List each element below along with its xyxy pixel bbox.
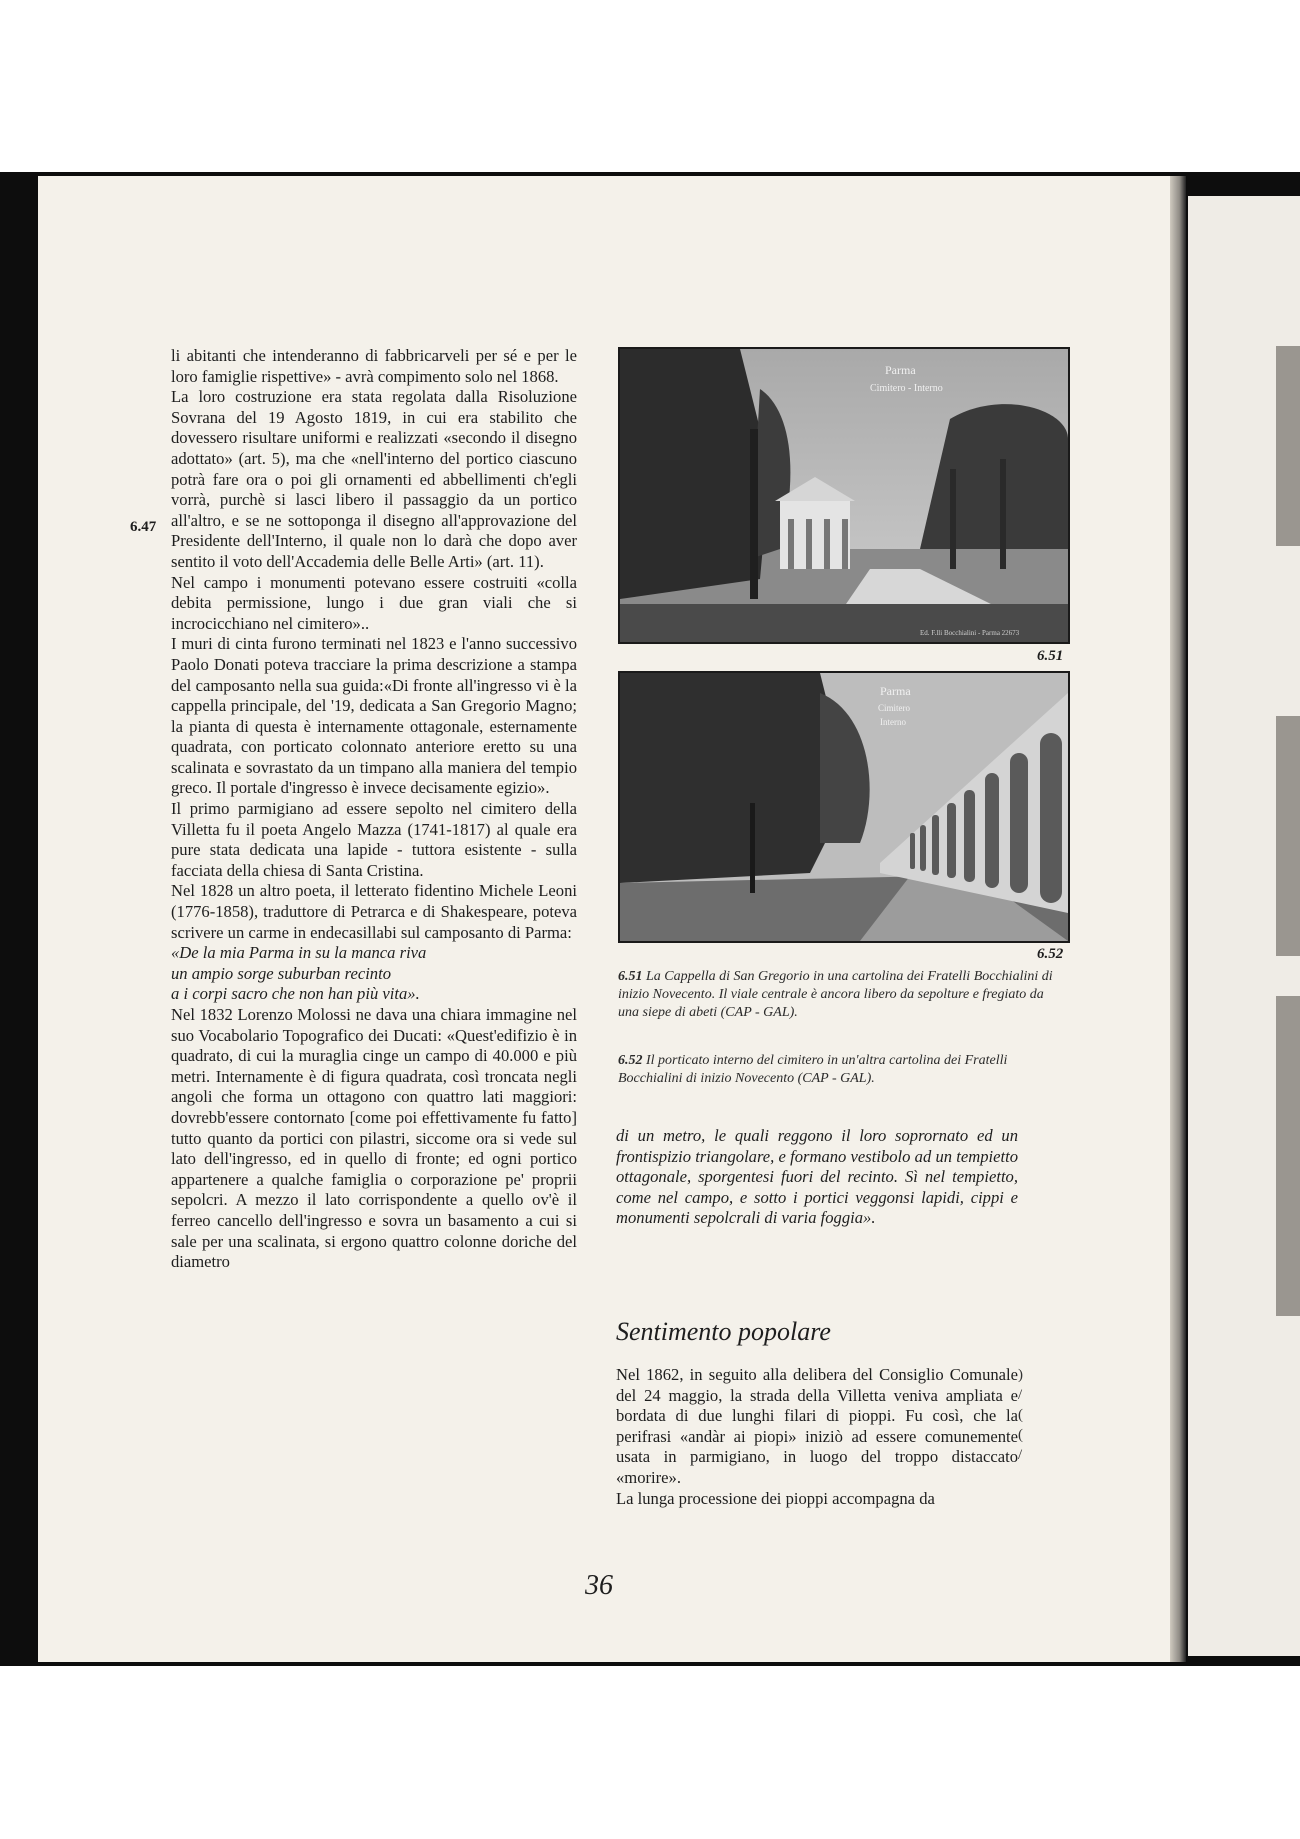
caption-6-52 bbox=[618, 1052, 1068, 1088]
caption-text: Il porticato interno del cimitero in un'altra cartolina dei Fratelli Bocchialini di inizio Novecento (CAP - GAL). bbox=[618, 1053, 1008, 1086]
body-paragraph: Il primo parmigiano ad essere sepolto nel cimitero della Villetta fu il poeta Angelo Mazza (1741-1817) al quale era pure stata dedicata una lapide - tuttora esistente - sulla facciata della chiesa di Santa Cristina. bbox=[171, 799, 577, 880]
page-number: 36 bbox=[585, 1570, 613, 1601]
section-heading: Sentimento popolare bbox=[616, 1317, 831, 1346]
body-paragraph: Nel 1832 Lorenzo Molossi ne dava una chiara immagine nel suo Vocabolario Topografico dei Ducati: «Quest'edifizio è in quadrato, di cui la muraglia cinge un campo di 40.000 e più metri. Internamente è di figura quadrata, così troncata negli angoli che forma un ottagono con quattro lati maggiori: dovrebb'essere contornato [come poi effettivamente fu fatto] tutto quanto da portici con pilastri, siccome ora si vede sul lato dell'ingresso, ed in quello di fronte; ed ogni portico appartenere a qualche famiglia o corporazione pe' proprii sepolcri. A mezzo il lato corrispondente a quello ov'è il ferreo cancello dell'ingresso e sovra un basamento a cui si sale per una scalinata, si ergono quattro colonne doriche del diametro bbox=[171, 1005, 577, 1272]
right-continuation-text bbox=[616, 1126, 1018, 1229]
verse-line: a i corpi sacro che non han più vita». bbox=[171, 984, 420, 1004]
photo-overlay-title: Parma bbox=[885, 363, 916, 377]
body-paragraph: I muri di cinta furono terminati nel 1823 e l'anno successivo Paolo Donati poteva tracciare la prima descrizione a stampa del camposanto nella sua guida:«Di fronte all'ingresso vi è la cappella principale, del '19, dedicata a San Gregorio Magno; la pianta di questa è internamente ottagonale, esternamente quadrata, con porticato colonnato anteriore eretto su una scalinata e sovrastato da un timpano alla maniera del tempio greco. Il portale d'ingresso è invece decisamente egizio». bbox=[171, 634, 577, 798]
body-paragraph: Nel campo i monumenti potevano essere costruiti «colla debita permissione, lungo i due gran viali che si incrocicchiano nel cimitero».. bbox=[171, 572, 577, 633]
body-paragraph: La loro costruzione era stata regolata dalla Risoluzione Sovrana del 19 Agosto 1819, in cui era stabilito che dovessero risultare uniformi e realizzati «secondo il disegno adottato» (art. 5), ma che «nell'interno del portico ciascuno potrà fare ora o poi gli ornamenti ed abbellimenti ch'egli vorrà, purchè si lasci libero il passaggio da un portico all'altro, e se ne sottoponga il disegno all'approvazione del Presidente dell'Interno, il quale non lo darà che dopo aver sentito il voto dell'Accademia delle Belle Arti» (art. 11). bbox=[171, 387, 577, 571]
caption-number: 6.52 bbox=[618, 1053, 643, 1068]
caption-number: 6.51 bbox=[618, 969, 643, 984]
adjacent-image-strip bbox=[1276, 996, 1300, 1316]
photo-publisher-footer: Ed. F.lli Bocchialini - Parma 22673 bbox=[920, 629, 1020, 637]
margin-reference: 6.47 bbox=[130, 519, 157, 535]
body-paragraph: li abitanti che intenderanno di fabbricarveli per sé e per le loro famiglie rispettive» - avrà compimento solo nel 1868. bbox=[171, 346, 577, 386]
adjacent-page bbox=[1188, 196, 1300, 1656]
photo-overlay-subtitle-2: Interno bbox=[880, 717, 906, 727]
postcard-photo-6-51 bbox=[618, 347, 1070, 644]
caption-text: La Cappella di San Gregorio in una cartolina dei Fratelli Bocchialini di inizio Novecento. Il viale centrale è ancora libero da sepolture e fregiato da una siepe di abeti (CAP - GAL). bbox=[618, 969, 1053, 1020]
figure-number-6-51: 6.51 bbox=[1037, 648, 1064, 664]
margin-bracket: ) / ( ( / bbox=[1018, 1367, 1023, 1463]
left-text-column bbox=[171, 346, 577, 1273]
verse-line: un ampio sorge suburban recinto bbox=[171, 963, 392, 983]
section-paragraph-2: La lunga processione dei pioppi accompagna da bbox=[616, 1488, 935, 1508]
postcard-photo-6-52 bbox=[618, 671, 1070, 943]
continuation-paragraph: di un metro, le quali reggono il loro soprornato ed un frontispizio triangolare, e formano vestibolo ad un tempietto ottagonale, sporgentesi fuori del recinto. Sì nel tempietto, come nel campo, e sotto i portici veggonsi lapidi, cippi e monumenti sepolcrali di varia foggia». bbox=[616, 1126, 1018, 1228]
verse-line: «De la mia Parma in su la manca riva bbox=[171, 943, 427, 963]
section-paragraph: Nel 1862, in seguito alla delibera del Consiglio Comunale del 24 maggio, la strada della Villetta veniva ampliata e bordata di due lunghi filari di pioppi. Fu così, che la perifrasi «andàr ai piopi» iniziò ad essere comunemente usata in parmigiano, in luogo del troppo distaccato «morire». bbox=[616, 1365, 1018, 1487]
section-text bbox=[616, 1365, 1018, 1509]
page-gutter bbox=[1170, 176, 1186, 1662]
photo-overlay-title: Parma bbox=[880, 684, 911, 698]
adjacent-image-strip bbox=[1276, 346, 1300, 546]
photo-overlay-subtitle: Cimitero - Interno bbox=[870, 383, 943, 394]
photo-overlay-subtitle: Cimitero bbox=[878, 703, 910, 713]
cemetery-portico-image bbox=[620, 673, 1068, 941]
figure-number-6-52: 6.52 bbox=[1037, 946, 1064, 962]
body-paragraph: Nel 1828 un altro poeta, il letterato fidentino Michele Leoni (1776-1858), traduttore di Petrarca e di Shakespeare, poteva scrivere un carme in endecasillabi sul camposanto di Parma: bbox=[171, 881, 577, 942]
cemetery-chapel-image bbox=[620, 349, 1068, 642]
caption-6-51 bbox=[618, 968, 1068, 1022]
adjacent-image-strip bbox=[1276, 716, 1300, 956]
